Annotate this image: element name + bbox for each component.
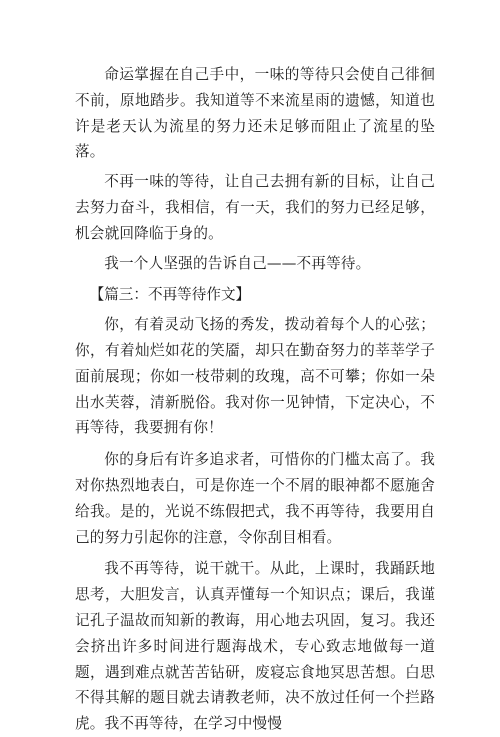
paragraph-5: 你的身后有许多追求者，可惜你的门槛太高了。我对你热烈地表白，可是你连一个不屑的眼神都不愿施舍给我。是的，光说不练假把式，我不再等待，我要用自己的努力引起你的注意，令你刮目相看。 [75,451,435,546]
paragraph-3: 我一个人坚强的告诉自己——不再等待。 [104,254,371,272]
paragraph-6: 我不再等待，说干就干。从此，上课时，我踊跃地思考，大胆发言，认真弄懂每一个知识点；课后，我谨记孔子温故而知新的教诲，用心地去巩固，复习。我还会挤出许多时间进行题海战术，专心致志地做每一道题，遇到难点就苦苦钻研，废寝忘食地冥思苦想。白思不得其解的题目就去请教老师，决不放过任何一个拦路虎。我不再等待，在学习中慢慢 [75,560,435,733]
paragraph-4: 你，有着灵动飞扬的秀发，拨动着每个人的心弦；你，有着灿烂如花的笑靥，却只在勤奋努力的莘莘学子面前展现；你如一枝带刺的玫瑰，高不可攀；你如一朵出水芙蓉，清新脱俗。我对你一见钟情，下定决心，不再等待，我要拥有你！ [75,316,435,437]
paragraph-2: 不再一味的等待，让自己去拥有新的目标，让自己去努力奋斗，我相信，有一天，我们的努力已经足够，机会就回降临于身的。 [75,173,435,242]
paragraph-1: 命运掌握在自己手中，一味的等待只会使自己徘徊不前，原地踏步。我知道等不来流星雨的遗憾，知道也许是老天认为流星的努力还未足够而阻止了流星的坠落。 [75,66,435,161]
section-heading: 【篇三：不再等待作文】 [89,286,251,304]
document-body [75,62,435,737]
